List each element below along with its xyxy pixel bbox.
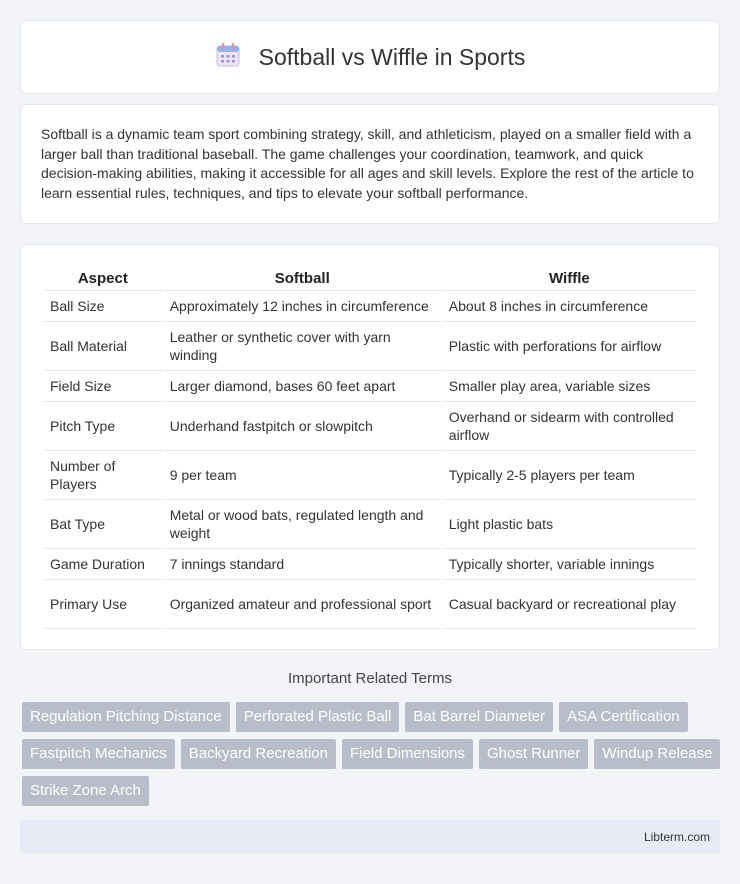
header-softball: Softball <box>164 265 441 291</box>
table-row <box>44 322 696 371</box>
table-row <box>44 549 696 580</box>
related-term-tag[interactable]: Strike Zone Arch <box>22 776 149 806</box>
footer <box>20 820 720 854</box>
related-terms-list <box>22 702 722 806</box>
cell-wiffle: Casual backyard or recreational play <box>443 580 696 629</box>
intro-card <box>20 104 720 224</box>
cell-aspect: Ball Material <box>44 322 162 371</box>
cell-aspect: Field Size <box>44 371 162 402</box>
cell-wiffle: Light plastic bats <box>443 500 696 549</box>
table-row <box>44 402 696 451</box>
cell-softball: Leather or synthetic cover with yarn winding <box>164 322 441 371</box>
table-row <box>44 371 696 402</box>
cell-wiffle: Typically shorter, variable innings <box>443 549 696 580</box>
cell-softball: Metal or wood bats, regulated length and weight <box>164 500 441 549</box>
cell-softball: Larger diamond, bases 60 feet apart <box>164 371 441 402</box>
page-title: Softball vs Wiffle in Sports <box>258 43 526 70</box>
related-term-tag[interactable]: Field Dimensions <box>342 739 473 769</box>
table-header-row <box>44 265 696 291</box>
related-term-tag[interactable]: ASA Certification <box>559 702 688 732</box>
table-row <box>44 451 696 500</box>
cell-softball: Underhand fastpitch or slowpitch <box>164 402 441 451</box>
comparison-table <box>42 265 698 629</box>
cell-softball: 9 per team <box>164 451 441 500</box>
cell-softball: Organized amateur and professional sport <box>164 580 441 629</box>
table-row <box>44 291 696 322</box>
intro-text: Softball is a dynamic team sport combining strategy, skill, and athleticism, played on a smaller field with a larger ball than traditional baseball. The game challenges your coordination, teamwork, and quick decision-making abilities, making it accessible for all ages and skill levels. Explore the rest of the article to learn essential rules, techniques, and tips to elevate your softball performance. <box>41 126 694 201</box>
header-wiffle: Wiffle <box>443 265 696 291</box>
cell-wiffle: About 8 inches in circumference <box>443 291 696 322</box>
cell-wiffle: Overhand or sidearm with controlled airflow <box>443 402 696 451</box>
related-term-tag[interactable]: Ghost Runner <box>479 739 588 769</box>
cell-softball: 7 innings standard <box>164 549 441 580</box>
related-term-tag[interactable]: Fastpitch Mechanics <box>22 739 175 769</box>
related-term-tag[interactable]: Backyard Recreation <box>181 739 336 769</box>
cell-aspect: Bat Type <box>44 500 162 549</box>
comparison-card <box>20 244 720 650</box>
table-row <box>44 500 696 549</box>
related-term-tag[interactable]: Bat Barrel Diameter <box>405 702 553 732</box>
footer-brand-link[interactable]: Libterm.com <box>643 830 710 844</box>
related-term-tag[interactable]: Perforated Plastic Ball <box>236 702 400 732</box>
cell-aspect: Number of Players <box>44 451 162 500</box>
header-card <box>20 20 720 94</box>
cell-wiffle: Plastic with perforations for airflow <box>443 322 696 371</box>
table-row <box>44 580 696 629</box>
header-aspect: Aspect <box>44 265 162 291</box>
related-term-tag[interactable]: Regulation Pitching Distance <box>22 702 230 732</box>
related-term-tag[interactable]: Windup Release <box>594 739 720 769</box>
cell-aspect: Pitch Type <box>44 402 162 451</box>
cell-wiffle: Typically 2-5 players per team <box>443 451 696 500</box>
cell-wiffle: Smaller play area, variable sizes <box>443 371 696 402</box>
header-inner <box>215 42 526 73</box>
cell-aspect: Game Duration <box>44 549 162 580</box>
cell-aspect: Ball Size <box>44 291 162 322</box>
calendar-icon <box>215 42 241 73</box>
cell-aspect: Primary Use <box>44 580 162 629</box>
cell-softball: Approximately 12 inches in circumference <box>164 291 441 322</box>
related-terms-title: Important Related Terms <box>288 670 452 687</box>
